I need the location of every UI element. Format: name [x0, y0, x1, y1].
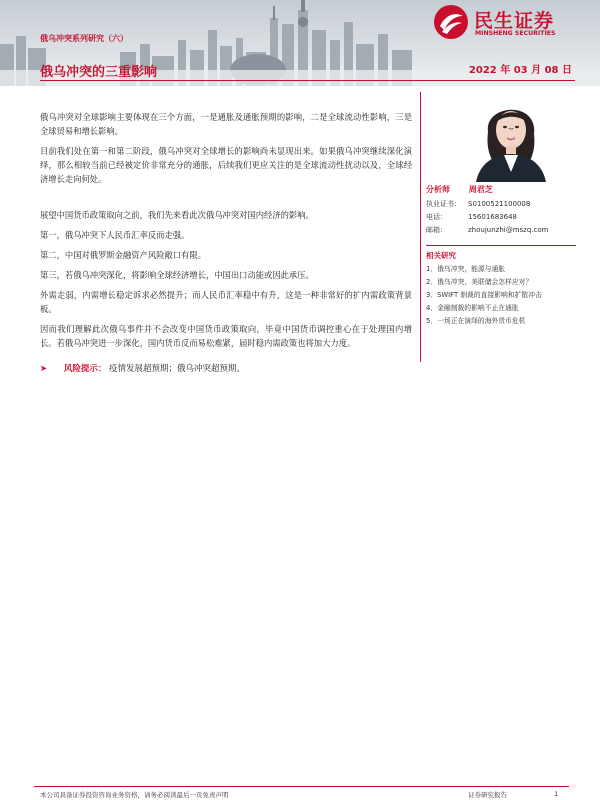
risk-warning	[40, 362, 412, 376]
analyst-certificate	[426, 198, 576, 211]
summary-paragraph: 第二，中国对俄罗斯金融资产风险敞口有限。	[40, 250, 206, 260]
footer-divider	[34, 786, 569, 787]
page-title: 俄乌冲突的三重影响	[40, 65, 158, 80]
arrow-right-icon: ➤	[40, 364, 48, 374]
summary-paragraph: 第一，俄乌冲突下人民币汇率反而走强。	[40, 230, 190, 240]
header-divider	[40, 80, 575, 81]
footer-doc-type: 证券研究报告	[468, 791, 507, 799]
report-date: 2022 年 03 月 08 日	[468, 65, 572, 76]
related-research-title: 相关研究	[426, 251, 456, 260]
summary-paragraph: 展望中国货币政策取向之前，我们先来看此次俄乌冲突对国内经济的影响。	[40, 210, 314, 220]
related-research-item[interactable]: 5．一场正在演绎的海外货币危机	[426, 317, 526, 325]
minsheng-logo-icon	[432, 4, 470, 40]
summary-paragraph: 外需走弱，内需增长稳定诉求必然提升；而人民币汇率稳中有升，这是一种非常好的扩内需政策背景板。	[40, 290, 412, 314]
info-key: 执业证书：	[426, 200, 461, 208]
risk-label: 风险提示：	[63, 364, 107, 374]
sidebar-divider-horizontal	[426, 245, 576, 246]
related-research-item[interactable]: 2．俄乌冲突，美联储会怎样应对？	[426, 278, 533, 286]
series-label: 俄乌冲突系列研究（六）	[40, 34, 128, 43]
main-content	[40, 110, 412, 376]
analyst-row	[426, 184, 576, 195]
summary-paragraph: 第三，若俄乌冲突深化，将影响全球经济增长，中国出口动能或因此承压。	[40, 270, 314, 280]
footer-disclaimer: 本公司具备证券投资咨询业务资格，请务必阅读最后一页免责声明	[40, 791, 229, 799]
info-value: S0100521100008	[468, 200, 531, 208]
summary-paragraph: 俄乌冲突对全球影响主要体现在三个方面，一是通胀及通胀预期的影响，二是全球流动性影响，三是全球贸易和增长影响。	[40, 112, 412, 136]
info-key: 邮箱：	[426, 226, 447, 234]
summary-paragraph: 因而我们理解此次俄乌事件并不会改变中国货币政策取向，毕竟中国货币调控重心在于处理国内增长。若俄乌冲突进一步深化，国内货币反而易松难紧，届时稳内需政策也将加大力度。	[40, 324, 412, 348]
info-key: 电话：	[426, 213, 447, 221]
header-banner	[0, 0, 600, 86]
related-research-item[interactable]: 1．俄乌冲突，能源与通胀	[426, 265, 506, 273]
analyst-name: 周君芝	[468, 185, 493, 194]
email-link[interactable]: zhoujunzhi@mszq.com	[468, 226, 549, 234]
info-value: 15601683648	[468, 213, 517, 221]
summary-paragraph: 目前我们处在第一和第二阶段，俄乌冲突对全球增长的影响尚未显现出来。如果俄乌冲突继续深化演绎，那么相较当前已经被定价非常充分的通胀，后续我们更应关注的是全球流动性扰动以及，全球经济增长走向何处。	[40, 146, 412, 184]
minsheng-logo	[432, 4, 592, 40]
analyst-phone	[426, 211, 576, 224]
sidebar	[426, 184, 576, 328]
related-research-item[interactable]: 4．金融制裁的影响不止在通胀	[426, 304, 519, 312]
sidebar-divider	[420, 92, 421, 362]
risk-text: 疫情发展超预期；俄乌冲突超预期。	[109, 364, 246, 374]
analyst-email	[426, 224, 576, 237]
related-research-item[interactable]: 3．SWIFT 制裁的直接影响和扩散冲击	[426, 291, 542, 299]
analyst-photo	[466, 92, 556, 182]
logo-english-name: MINSHENG SECURITIES	[475, 30, 556, 37]
analyst-label: 分析师	[426, 185, 450, 194]
logo-chinese-name: 民生证券	[474, 10, 555, 32]
page-number: 1	[554, 790, 559, 798]
